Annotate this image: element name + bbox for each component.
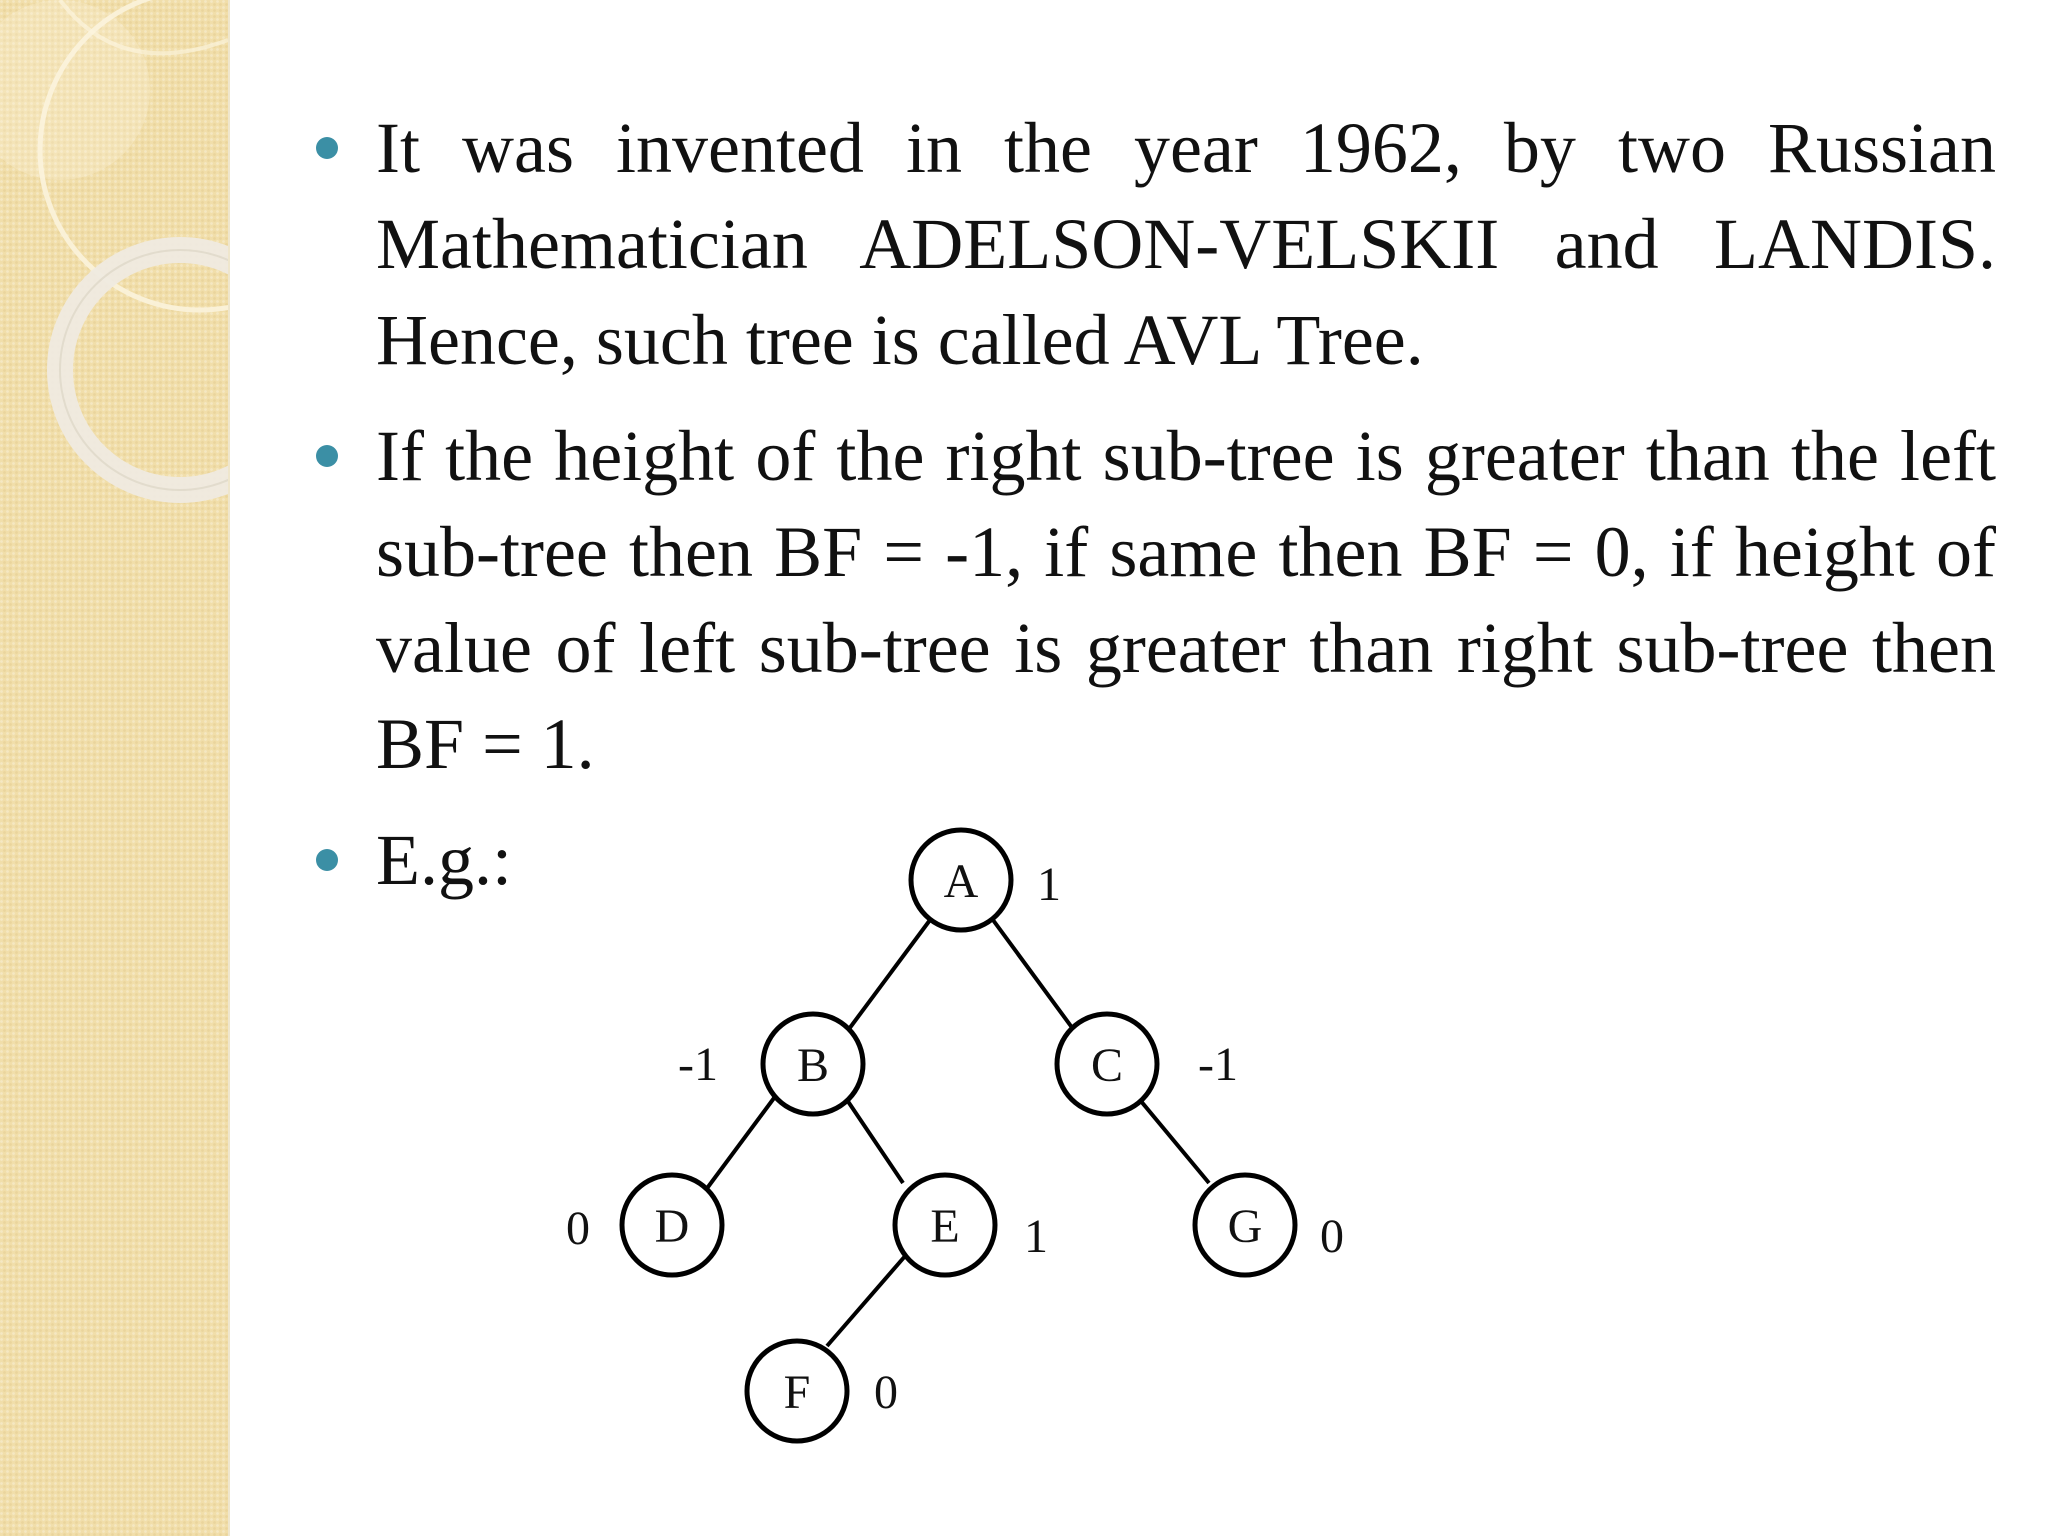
tree-node-a [911,830,1061,930]
bullet-text: E.g.: [376,820,512,900]
tree-node-f [747,1341,898,1441]
balance-factor-label: -1 [1198,1038,1238,1091]
node-label: B [796,1039,830,1092]
bullet-text: If the height of the right sub-tree is greater than the left sub-tree then BF = -1, if same then BF = 0, if height of value of left sub-tree is greater than right sub-tree then BF = 1. [376,416,1996,784]
balance-factor-label: 1 [1037,858,1061,911]
node-label: G [1227,1200,1263,1253]
tree-edge-b-e [843,1094,903,1183]
node-label: C [1090,1039,1124,1092]
balance-factor-label: 0 [566,1202,590,1255]
tree-edge-b-d [705,1094,777,1191]
node-label: A [943,855,979,908]
tree-edge-e-f [827,1255,906,1346]
balance-factor-label: 0 [1320,1210,1344,1263]
node-label: E [930,1200,960,1253]
tree-node-d [566,1175,722,1275]
tree-node-e [895,1175,1048,1275]
tree-node-c [1057,1014,1238,1114]
tree-edge-a-b [846,920,930,1033]
balance-factor-label: 1 [1024,1210,1048,1263]
node-label: F [783,1366,811,1419]
tree-edge-a-c [993,920,1076,1033]
balance-factor-label: -1 [678,1038,718,1091]
bullet-text: It was invented in the year 1962, by two Russian Mathematician ADELSON-VELSKII and LANDIS. Hence, such tree is called AVL Tree. [376,108,1996,380]
tree-node-b [678,1014,863,1114]
node-label: D [654,1200,690,1253]
balance-factor-label: 0 [874,1366,898,1419]
tree-node-g [1195,1175,1344,1275]
tree-edge-c-g [1135,1094,1209,1183]
